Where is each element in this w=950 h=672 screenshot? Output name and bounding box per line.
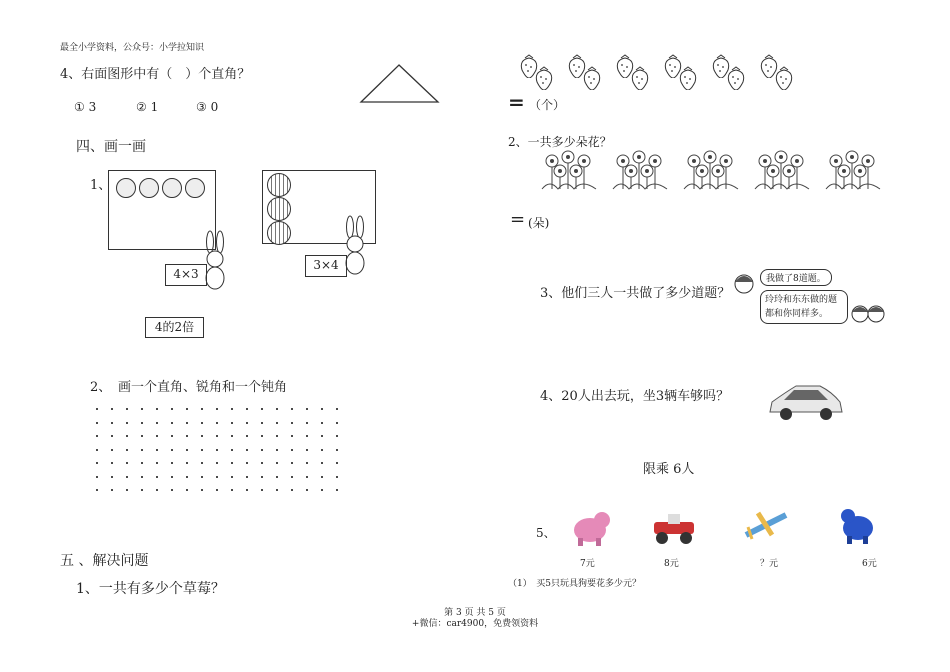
grid-dot (276, 489, 278, 491)
grid-dot (261, 489, 263, 491)
grid-dot (141, 462, 143, 464)
q2-unit: (朵) (528, 216, 550, 230)
grid-dot (171, 435, 173, 437)
header-note: 最全小学资料，公众号：小学拉知识 (60, 43, 205, 53)
price-4: 6元 (862, 559, 877, 569)
box-4x3: 4×3 (165, 264, 207, 286)
grid-dot (156, 476, 158, 478)
grid-dot (186, 422, 188, 424)
option-1: ① 3 (74, 100, 97, 114)
apple-icon (162, 178, 182, 198)
grid-dot (291, 449, 293, 451)
grid-dot (261, 422, 263, 424)
grid-dot (231, 462, 233, 464)
strawberry-icon (677, 66, 699, 90)
grid-dot (306, 462, 308, 464)
grid-dot (321, 449, 323, 451)
grid-dot (276, 476, 278, 478)
grid-dot (216, 435, 218, 437)
grid-dot (96, 435, 98, 437)
grid-dot (171, 408, 173, 410)
grid-dot (156, 489, 158, 491)
grid-dot (171, 489, 173, 491)
grid-dot (186, 489, 188, 491)
grid-dot (216, 476, 218, 478)
strawberry-icon (629, 66, 651, 90)
grid-dot (231, 476, 233, 478)
grid-dot (111, 435, 113, 437)
grid-dot (306, 476, 308, 478)
grid-dot (321, 408, 323, 410)
q1-unit: （个） (529, 98, 566, 112)
box-4-double: 4的2倍 (145, 317, 204, 338)
grid-dot (201, 489, 203, 491)
page-number: 第 3 页 共 5 页 (444, 608, 506, 618)
grid-dot (171, 476, 173, 478)
grid-dot (336, 408, 338, 410)
q4-text: 4、右面图形中有（ ）个直角？ (60, 67, 251, 82)
strawberry-icon (581, 66, 603, 90)
speech-bubble-2: 玲玲和东东做的题都和你同样多。 (760, 290, 848, 324)
grid-dot (186, 462, 188, 464)
grid-dot (96, 449, 98, 451)
grid-dot (321, 476, 323, 478)
grid-dot (246, 476, 248, 478)
grid-dot (171, 422, 173, 424)
grid-dot (126, 435, 128, 437)
grid-dot (261, 408, 263, 410)
grid-dot (171, 449, 173, 451)
grid-dot (231, 449, 233, 451)
grid-dot (231, 435, 233, 437)
q3-text: 3、他们三人一共做了多少道题？ (540, 286, 731, 301)
strawberry-icon (533, 66, 555, 90)
grid-dot (96, 408, 98, 410)
item1-label: 1、 (90, 178, 112, 193)
grid-dot (216, 408, 218, 410)
grid-dot (201, 476, 203, 478)
grid-dot (336, 449, 338, 451)
grid-dot (291, 489, 293, 491)
grid-dot (141, 408, 143, 410)
flower-row (540, 147, 880, 191)
speech-bubble-1: 我做了8道题。 (760, 269, 832, 286)
grid-dot (306, 422, 308, 424)
grid-dot (126, 449, 128, 451)
grid-dot (246, 422, 248, 424)
flower-icon (682, 149, 740, 191)
grid-dot (156, 435, 158, 437)
grid-dot (276, 435, 278, 437)
price-2: 8元 (664, 559, 679, 569)
grid-dot (96, 462, 98, 464)
grid-dot (336, 422, 338, 424)
strawberry-icon (725, 66, 747, 90)
grid-dot (111, 408, 113, 410)
grid-dot (186, 435, 188, 437)
strawberry-row (518, 54, 818, 98)
grid-dot (201, 408, 203, 410)
grid-dot (246, 489, 248, 491)
watermelon-icon (267, 221, 291, 245)
section5-q1: 1、一共有多少个草莓？ (76, 581, 225, 597)
cow-toy-icon (838, 504, 878, 546)
flower-icon (611, 149, 669, 191)
grid-dot (96, 476, 98, 478)
section4-title: 四、画一画 (76, 139, 146, 155)
apple-icon (116, 178, 136, 198)
item2-text: 画一个直角、锐角和一个钝角 (118, 380, 288, 395)
grid-dot (141, 489, 143, 491)
q5-sub: （1） 买5只玩具狗要花多少元？ (508, 579, 641, 589)
grid-dot (126, 462, 128, 464)
grid-dot (306, 435, 308, 437)
grid-dot (156, 422, 158, 424)
grid-dot (321, 462, 323, 464)
grid-dot (336, 462, 338, 464)
equals-sign: = (510, 209, 526, 230)
pig-toy-icon (568, 506, 612, 548)
grid-dot (186, 476, 188, 478)
option-3: ③ 0 (196, 100, 219, 114)
price-3: ？元 (760, 559, 779, 569)
grid-dot (141, 435, 143, 437)
grid-dot (261, 449, 263, 451)
flower-icon (824, 149, 882, 191)
toy-car-icon (650, 510, 698, 546)
grid-dot (321, 489, 323, 491)
grid-dot (336, 489, 338, 491)
grid-dot (276, 422, 278, 424)
grid-dot (111, 476, 113, 478)
grid-dot (201, 435, 203, 437)
flower-icon (753, 149, 811, 191)
apple-icon (185, 178, 205, 198)
grid-dot (246, 449, 248, 451)
grid-dot (111, 462, 113, 464)
price-1: 7元 (580, 559, 595, 569)
grid-dot (291, 476, 293, 478)
grid-dot (186, 449, 188, 451)
grid-dot (231, 408, 233, 410)
grid-dot (291, 408, 293, 410)
grid-dot (261, 462, 263, 464)
section5-title: 五 、解决问题 (60, 553, 149, 569)
grid-dot (321, 435, 323, 437)
grid-dot (321, 422, 323, 424)
strawberry-icon (773, 66, 795, 90)
car-limit: 限乘 6人 (643, 462, 695, 477)
dot-grid[interactable] (96, 408, 352, 494)
grid-dot (186, 408, 188, 410)
grid-dot (201, 449, 203, 451)
q4-text-right: 4、20人出去玩，坐3辆车够吗？ (540, 389, 730, 404)
box-3x4: 3×4 (305, 255, 347, 277)
grid-dot (306, 489, 308, 491)
grid-dot (276, 408, 278, 410)
grid-dot (246, 408, 248, 410)
watermelon-icon (267, 173, 291, 197)
girl-face-icon (733, 268, 755, 300)
grid-dot (96, 422, 98, 424)
grid-dot (276, 462, 278, 464)
grid-dot (111, 489, 113, 491)
grid-dot (246, 435, 248, 437)
grid-dot (126, 489, 128, 491)
grid-dot (111, 422, 113, 424)
equals-sign: = (508, 90, 525, 114)
grid-dot (336, 476, 338, 478)
grid-dot (141, 422, 143, 424)
car-icon (766, 378, 844, 426)
apple-icon (139, 178, 159, 198)
grid-dot (291, 462, 293, 464)
grid-dot (126, 476, 128, 478)
grid-dot (261, 476, 263, 478)
grid-dot (201, 422, 203, 424)
grid-dot (216, 449, 218, 451)
grid-dot (216, 489, 218, 491)
q5-label: 5、 (536, 526, 556, 540)
flower-icon (540, 149, 598, 191)
grid-dot (126, 422, 128, 424)
watermelon-icon (267, 197, 291, 221)
girl-face-icon (848, 298, 888, 328)
grid-dot (261, 435, 263, 437)
grid-dot (246, 462, 248, 464)
option-2: ② 1 (136, 100, 159, 114)
q2-text: 2、一共多少朵花？ (508, 135, 612, 149)
plane-toy-icon (742, 505, 790, 545)
grid-dot (156, 449, 158, 451)
grid-dot (141, 449, 143, 451)
grid-dot (156, 462, 158, 464)
grid-dot (216, 422, 218, 424)
grid-dot (216, 462, 218, 464)
grid-dot (231, 422, 233, 424)
grid-dot (336, 435, 338, 437)
grid-dot (231, 489, 233, 491)
footer-wechat: +微信：car4900，免费领资料 (411, 619, 539, 629)
grid-dot (291, 422, 293, 424)
grid-dot (276, 449, 278, 451)
grid-dot (306, 449, 308, 451)
grid-dot (111, 449, 113, 451)
grid-dot (126, 408, 128, 410)
item2-label: 2、 (90, 380, 112, 395)
grid-dot (171, 462, 173, 464)
grid-dot (291, 435, 293, 437)
triangle-shape (358, 63, 440, 105)
grid-dot (96, 489, 98, 491)
grid-dot (306, 408, 308, 410)
grid-dot (201, 462, 203, 464)
grid-dot (156, 408, 158, 410)
grid-dot (141, 476, 143, 478)
